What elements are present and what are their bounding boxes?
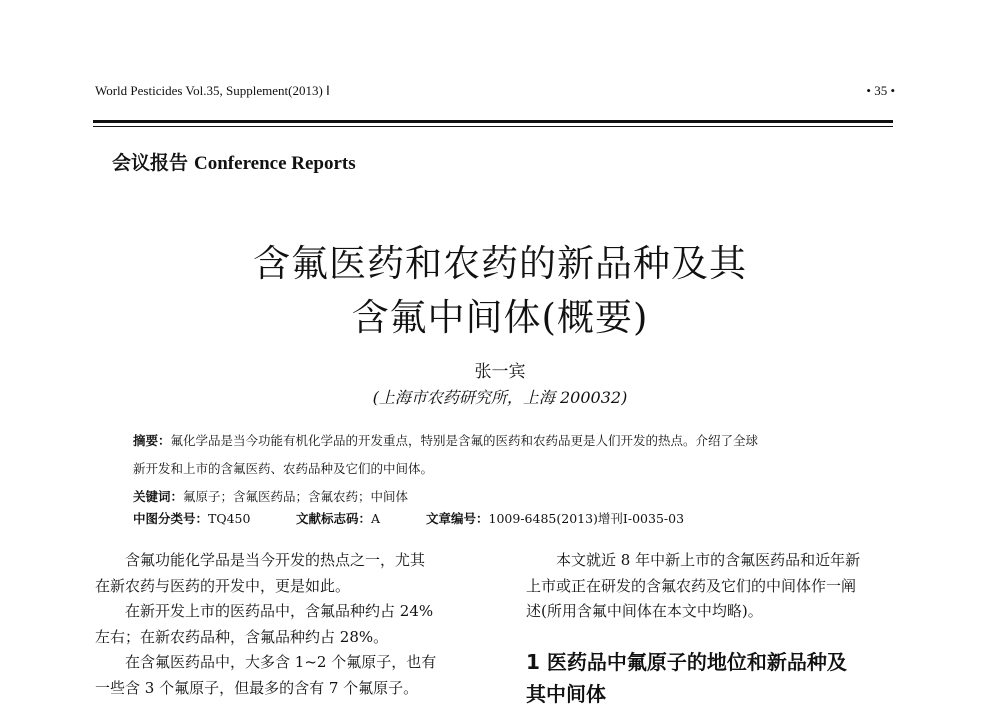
abstract-label: 摘要： (133, 433, 171, 448)
abstract (133, 427, 893, 511)
classification: 中图分类号：TQ450 (133, 511, 251, 526)
article-number: 文章编号：1009-6485(2013)增刊Ⅰ-0035-03 (426, 511, 685, 526)
section-label-en: Conference Reports (194, 153, 356, 174)
body-line: 本文就近 8 年中新上市的含氟医药品和近年新 (556, 551, 861, 569)
body-line: 一些含 3 个氟原子，但最多的含有 7 个氟原子。 (95, 678, 419, 697)
body-line: 在新农药与医药的开发中，更是如此。 (95, 576, 351, 595)
body-line: 上市或正在研发的含氟农药及它们的中间体作一阐 (526, 576, 857, 595)
keywords-label: 关键词： (133, 489, 184, 504)
section-label (112, 148, 356, 175)
section-label-cn: 会议报告 (112, 152, 189, 174)
author: 张一宾 (474, 362, 526, 382)
body-line: 在含氟医药品中，大多含 1~2 个氟原子，也有 (125, 653, 437, 671)
body-line: 在新开发上市的医药品中，含氟品种约占 24% (125, 602, 434, 620)
body-line: 述(所用含氟中间体在本文中均略)。 (526, 602, 763, 620)
abstract-line2: 新开发和上市的含氟医药、农药品种及它们的中间体。 (133, 461, 434, 476)
page-number: • 35 • (866, 83, 895, 98)
body-line: 含氟功能化学品是当今开发的热点之一，尤其 (125, 551, 426, 569)
body-column-right (526, 548, 926, 625)
header-rule-thin (93, 126, 893, 127)
section-heading-1 (526, 646, 926, 710)
body-line: 左右；在新农药品种，含氟品种约占 28%。 (95, 627, 389, 646)
running-header (95, 83, 895, 103)
section-heading-1-line2: 其中间体 (526, 682, 606, 706)
body-column-left (95, 548, 495, 701)
journal-info: World Pesticides Vol.35, Supplement(2013) Ⅰ (95, 83, 330, 98)
abstract-line1: 摘要：氟化学品是当今功能有机化学品的开发重点，特别是含氟的医药和农药品更是人们开发的热点。介绍了全球 (133, 433, 759, 448)
article-title-line2: 含氟中间体(概要) (351, 296, 649, 339)
article-title-line1: 含氟医药和农药的新品种及其 (253, 242, 747, 285)
header-rule-thick (93, 120, 893, 123)
keywords-text: 氟原子；含氟医药品；含氟农药；中间体 (183, 489, 409, 504)
doc-code: 文献标志码：A (296, 511, 381, 526)
section-heading-1-line1: 1 医药品中氟原子的地位和新品种及 (526, 650, 847, 674)
affiliation: (上海市农药研究所，上海 200032) (372, 388, 628, 407)
keywords (133, 483, 893, 511)
